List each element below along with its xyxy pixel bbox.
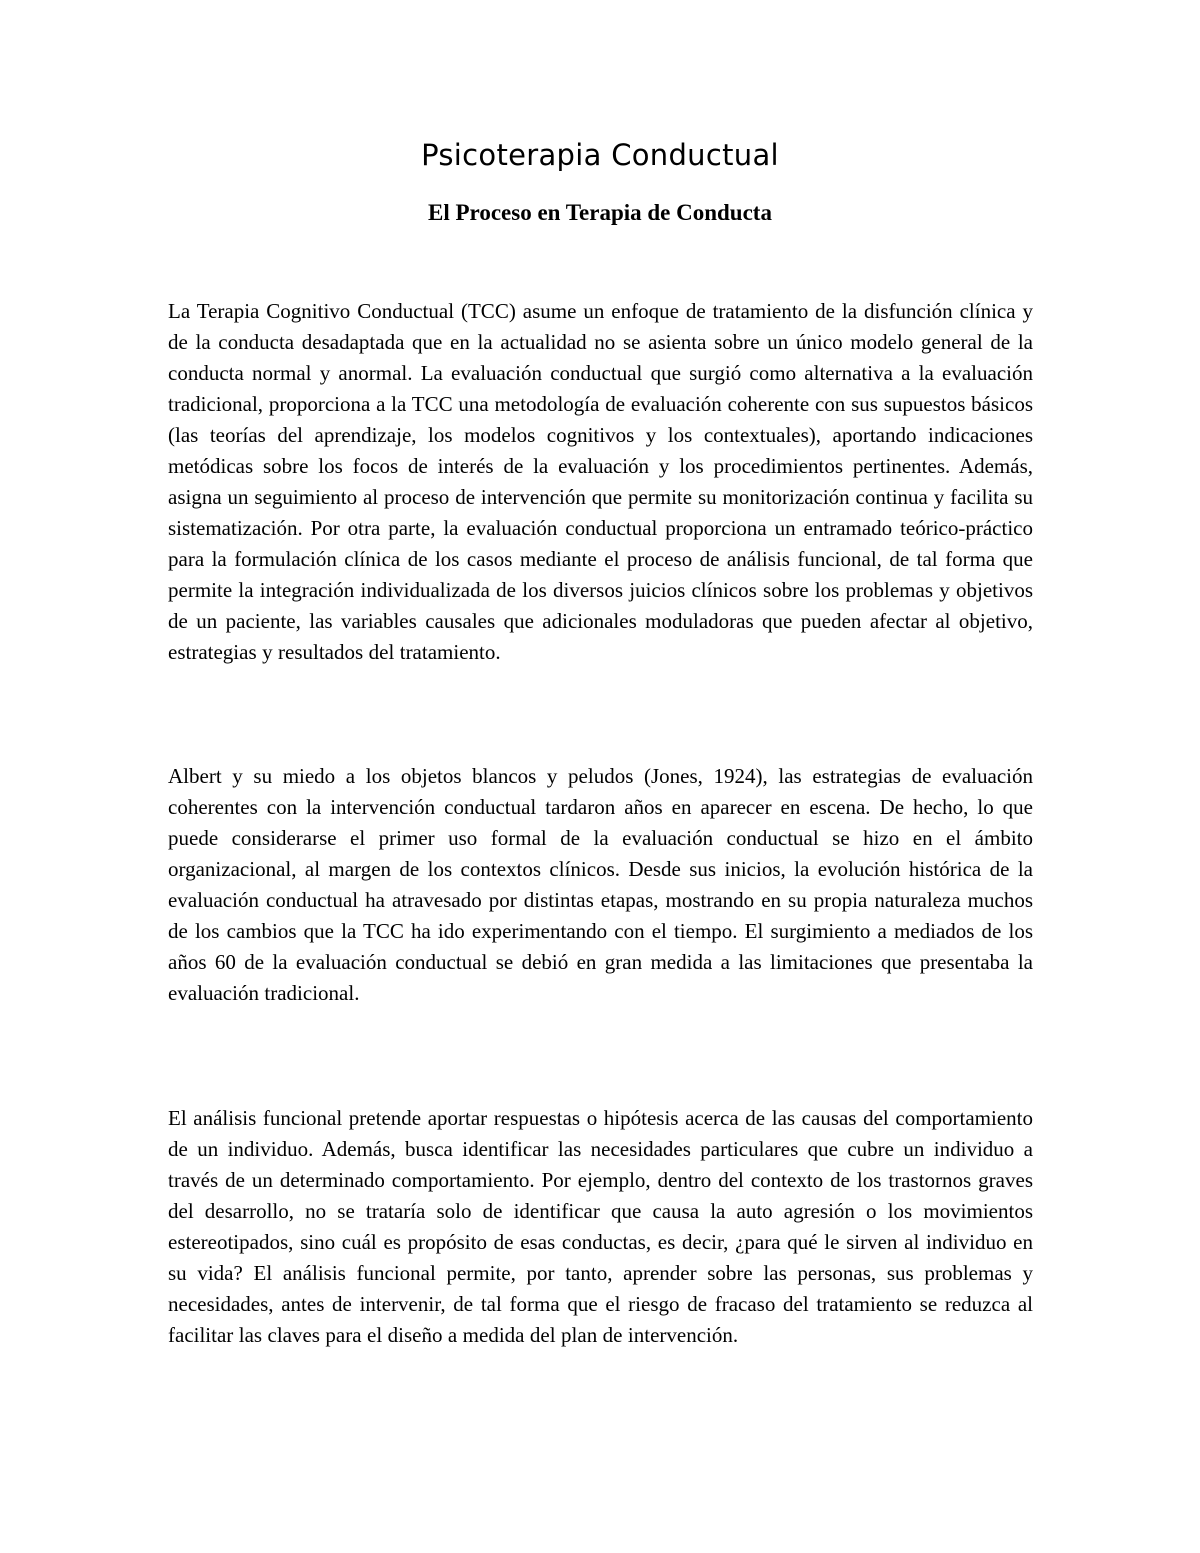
body-paragraph-2: Albert y su miedo a los objetos blancos y peludos (Jones, 1924), las estrategias de evaluación coherentes con la intervención conductual tardaron años en aparecer en escena. De hecho, lo que puede considerarse el primer uso formal de la evaluación conductual se hizo en el ámbito organizacional, al margen de los contextos clínicos. Desde sus inicios, la evolución histórica de la evaluación conductual ha atravesado por distintas etapas, mostrando en su propia naturaleza muchos de los cambios que la TCC ha ido experimentando con el tiempo. El surgimiento a mediados de los años 60 de la evaluación conductual se debió en gran medida a las limitaciones que presentaba la evaluación tradicional. [168, 764, 1033, 1005]
document-title: Psicoterapia Conductual [421, 138, 779, 172]
body-paragraph-1: La Terapia Cognitivo Conductual (TCC) asume un enfoque de tratamiento de la disfunción clínica y de la conducta desadaptada que en la actualidad no se asienta sobre un único modelo general de la conducta normal y anormal. La evaluación conductual que surgió como alternativa a la evaluación tradicional, proporciona a la TCC una metodología de evaluación coherente con sus supuestos básicos (las teorías del aprendizaje, los modelos cognitivos y los contextuales), aportando indicaciones metódicas sobre los focos de interés de la evaluación y los procedimientos pertinentes. Además, asigna un seguimiento al proceso de intervención que permite su monitorización continua y facilita su sistematización. Por otra parte, la evaluación conductual proporciona un entramado teórico-práctico para la formulación clínica de los casos mediante el proceso de análisis funcional, de tal forma que permite la integración individualizada de los diversos juicios clínicos sobre los problemas y objetivos de un paciente, las variables causales que adicionales moduladoras que pueden afectar al objetivo, estrategias y resultados del tratamiento. [168, 299, 1033, 664]
body-paragraph-3: El análisis funcional pretende aportar respuestas o hipótesis acerca de las causas del comportamiento de un individuo. Además, busca identificar las necesidades particulares que cubre un individuo a través de un determinado comportamiento. Por ejemplo, dentro del contexto de los trastornos graves del desarrollo, no se trataría solo de identificar que causa la auto agresión o los movimientos estereotipados, sino cuál es propósito de esas conductas, es decir, ¿para qué le sirven al individuo en su vida? El análisis funcional permite, por tanto, aprender sobre las personas, sus problemas y necesidades, antes de intervenir, de tal forma que el riesgo de fracaso del tratamiento se reduzca al facilitar las claves para el diseño a medida del plan de intervención. [168, 1106, 1033, 1347]
document-subtitle: El Proceso en Terapia de Conducta [428, 200, 772, 225]
